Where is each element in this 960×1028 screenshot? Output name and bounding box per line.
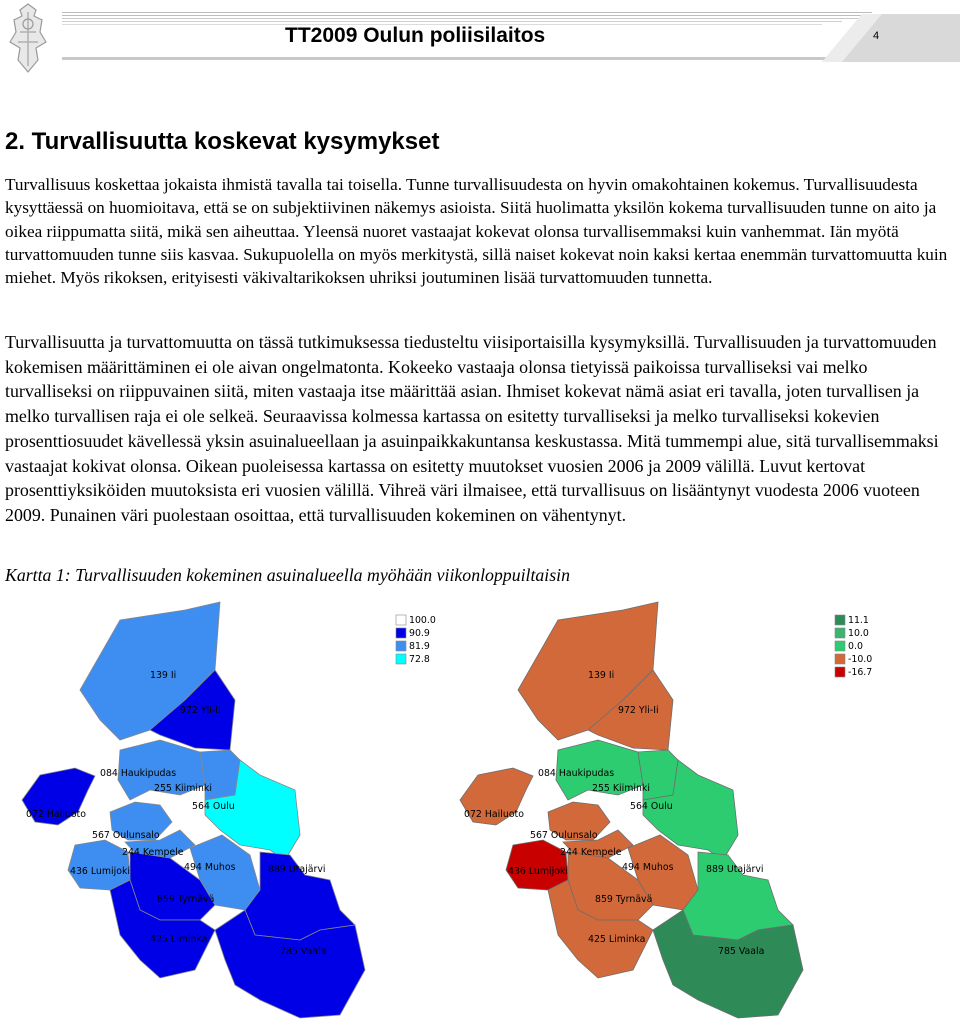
label-oulunsalo: 567 Oulunsalo bbox=[530, 830, 598, 841]
label-ii: 139 Ii bbox=[150, 670, 177, 681]
label-yli-ii: 972 Yli-Ii bbox=[618, 705, 659, 716]
legend-swatch bbox=[835, 641, 845, 651]
label-kiiminki: 255 Kiiminki bbox=[154, 783, 212, 794]
label-oulunsalo: 567 Oulunsalo bbox=[92, 830, 160, 841]
legend-label: 11.1 bbox=[848, 615, 869, 626]
label-kiiminki: 255 Kiiminki bbox=[592, 783, 650, 794]
legend-swatch bbox=[396, 641, 406, 651]
label-muhos: 494 Muhos bbox=[622, 862, 674, 873]
label-haukipudas: 084 Haukipudas bbox=[538, 768, 615, 779]
legend-swatch bbox=[835, 667, 845, 677]
label-vaala: 785 Vaala bbox=[280, 946, 327, 957]
legend-swatch bbox=[396, 628, 406, 638]
label-hailuoto: 072 Hailuoto bbox=[26, 809, 86, 820]
label-utajarvi: 889 Utajärvi bbox=[706, 864, 764, 875]
label-liminka: 425 Liminka bbox=[150, 934, 208, 945]
section-heading: 2. Turvallisuutta koskevat kysymykset bbox=[5, 128, 440, 155]
label-liminka: 425 Liminka bbox=[588, 934, 646, 945]
label-muhos: 494 Muhos bbox=[184, 862, 236, 873]
legend-swatch bbox=[396, 615, 406, 625]
map-right bbox=[460, 602, 872, 1018]
legend-swatch bbox=[835, 615, 845, 625]
label-lumijoki: 436 Lumijoki bbox=[508, 866, 568, 877]
maps-figure bbox=[0, 590, 960, 1020]
header-divider bbox=[62, 57, 882, 60]
label-kempele: 244 Kempele bbox=[122, 847, 184, 858]
header-title: TT2009 Oulun poliisilaitos bbox=[285, 24, 546, 47]
legend-swatch bbox=[835, 654, 845, 664]
legend-label: 72.8 bbox=[409, 654, 430, 665]
label-yli-ii: 972 Yli-Ii bbox=[180, 705, 221, 716]
legend-label: 0.0 bbox=[848, 641, 863, 652]
page-number: 4 bbox=[873, 30, 880, 42]
label-lumijoki: 436 Lumijoki bbox=[70, 866, 130, 877]
page-number-tab bbox=[822, 14, 960, 62]
label-utajarvi: 889 Utajärvi bbox=[268, 864, 326, 875]
region-lumijoki bbox=[68, 840, 130, 890]
legend-label: -10.0 bbox=[848, 654, 873, 665]
map-right-legend bbox=[835, 615, 872, 678]
label-oulu: 564 Oulu bbox=[192, 801, 235, 812]
legend-label: 90.9 bbox=[409, 628, 430, 639]
map-left bbox=[22, 602, 436, 1018]
label-tyrnava: 859 Tyrnävä bbox=[157, 894, 215, 905]
region-lumijoki bbox=[506, 840, 568, 890]
paragraph-2: Turvallisuutta ja turvattomuutta on tässä tutkimuksessa tiedusteltu viisiportaisilla kysymyksillä. Turvallisuuden ja turvattomuuden kokemisen määrittäminen ei ole aivan ongelmatonta. Kokeeko vastaaja olonsa tietyissä paikoissa turvalliseksi vai melko turvalliseksi on riippuvainen siitä, miten vastaaja itse määrittää asian. Ihmiset kokevat nämä asiat eri tavalla, joten turvallisen ja melko turvallisen raja ei ole selkeä. Seuraavissa kolmessa kartassa on esitetty turvalliseksi ja melko turvalliseksi kokevien prosenttiosuudet kävellessä yksin asuinalueellaan ja asuinpaikkakuntansa keskustassa. Mitä tummempi alue, sitä turvallisemmaksi vastaajat kokivat olonsa. Oikean puoleisessa kartassa on esitetty muutokset vuosien 2006 ja 2009 välillä. Luvut kertovat prosenttiyksiköiden muutoksista eri vuosien välillä. Vihreä väri ilmaisee, että turvallisuus on lisääntynyt vuodesta 2006 vuoteen 2009. Punainen väri puolestaan osoittaa, että turvallisuuden kokeminen on vähentynyt. bbox=[5, 332, 939, 525]
label-tyrnava: 859 Tyrnävä bbox=[595, 894, 653, 905]
legend-swatch bbox=[835, 628, 845, 638]
legend-label: 10.0 bbox=[848, 628, 869, 639]
legend-label: 100.0 bbox=[409, 615, 436, 626]
legend-label: -16.7 bbox=[848, 667, 873, 678]
label-kempele: 244 Kempele bbox=[560, 847, 622, 858]
police-emblem-icon bbox=[6, 2, 50, 74]
legend-label: 81.9 bbox=[409, 641, 430, 652]
label-ii: 139 Ii bbox=[588, 670, 615, 681]
label-vaala: 785 Vaala bbox=[718, 946, 765, 957]
legend-swatch bbox=[396, 654, 406, 664]
label-oulu: 564 Oulu bbox=[630, 801, 673, 812]
label-haukipudas: 084 Haukipudas bbox=[100, 768, 177, 779]
map-left-legend bbox=[396, 615, 436, 665]
paragraph-1: Turvallisuus koskettaa jokaista ihmistä tavalla tai toisella. Tunne turvallisuudesta on hyvin omakohtainen kokemus. Turvallisuudesta kysyttäessä on huomioitava, että se on subjektiivinen näkemys asioista. Siitä huolimatta yksilön kokema turvallisuuden tunne on aito ja oikea riippumatta siitä, mikä sen aiheuttaa. Yleensä nuoret vastaajat kokevat olonsa turvallisemmaksi kuin vanhemmat. Iän myötä turvattomuuden tunne siis kasvaa. Sukupuolella on myös merkitystä, sillä naiset kokevat noin kaksi kertaa enemmän turvattomuutta kuin miehet. Myös rikoksen, erityisesti väkivaltarikoksen uhriksi joutuminen lisää turvattomuuden tunnetta. bbox=[5, 175, 948, 288]
label-hailuoto: 072 Hailuoto bbox=[464, 809, 524, 820]
map-caption: Kartta 1: Turvallisuuden kokeminen asuinalueella myöhään viikonloppuiltaisin bbox=[5, 565, 570, 585]
